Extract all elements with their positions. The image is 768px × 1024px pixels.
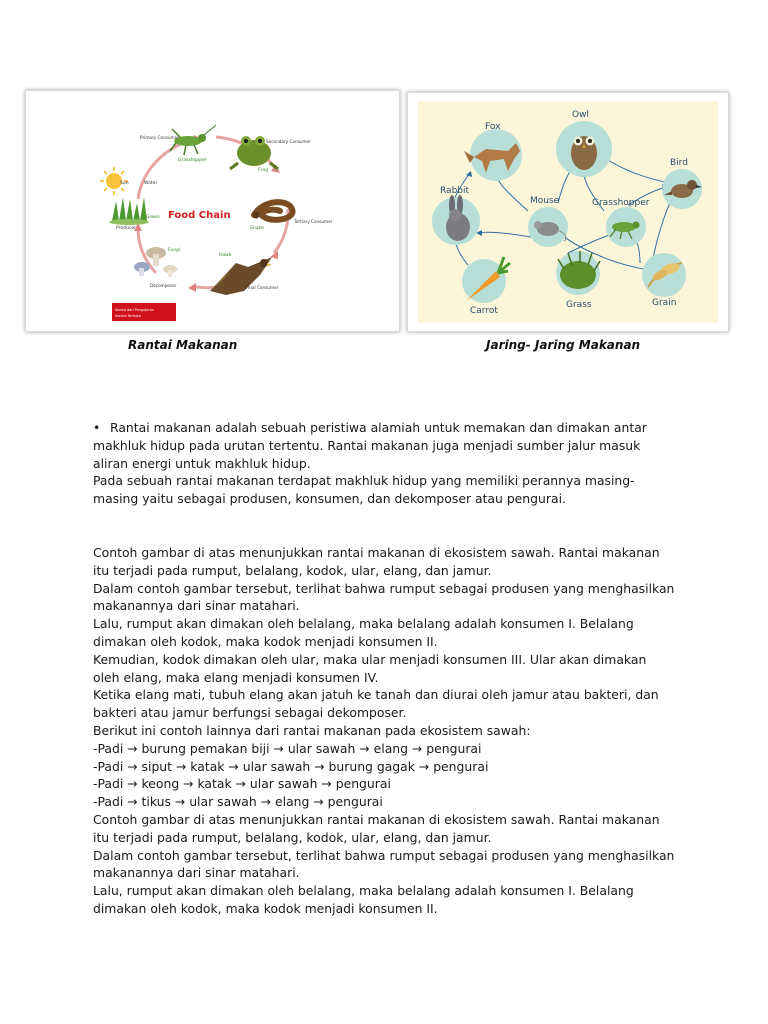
banner-line-1: Komisi dari Pengajaran [115,308,154,312]
bullet-point: • [93,420,101,435]
sun-label: Sun [120,181,129,186]
snake-label: Snake [250,226,264,231]
water-label: Water [144,181,158,186]
owl-icon [571,136,597,170]
frog-label: Frog [258,168,269,173]
example-line: dimakan oleh kodok, maka kodok menjadi konsumen II. [93,900,438,916]
publisher-banner [112,303,176,321]
green-label: Green [146,215,160,220]
example-line: Kemudian, kodok dimakan oleh ular, maka ular menjadi konsumen III. Ular akan dimakan [93,651,647,667]
example-line: makanannya dari sinar matahari. [93,865,300,881]
producer-label: Producer [116,226,136,231]
tertiary-consumer-label: Tertiary Consumer [294,219,333,224]
example-line: Berikut ini contoh lainnya dari rantai makanan pada ekosistem sawah: [93,722,531,738]
example-line: Contoh gambar di atas menunjukkan rantai makanan di ekosistem sawah. Rantai makanan [93,811,660,827]
example-line: makanannya dari sinar matahari. [93,598,300,614]
example-line: bakteri atau jamur berfungsi sebagai dekomposer. [93,705,407,721]
intro-line: Pada sebuah rantai makanan terdapat makhluk hidup yang memiliki perannya masing- [93,473,635,489]
example-line: -Padi → siput → katak → ular sawah → burung gagak → pengurai [93,758,489,774]
food-web-figure [407,92,729,332]
fungi-label: Fungi [168,248,181,253]
final-consumer-label: Final Consumer [246,285,279,290]
fox-label: Fox [485,122,501,132]
intro-line: aliran energi untuk makhluk hidup. [93,455,311,471]
example-line: Dalam contoh gambar tersebut, terlihat bahwa rumput sebagai produsen yang menghasilkan [93,580,675,596]
example-line: Contoh gambar di atas menunjukkan rantai makanan di ekosistem sawah. Rantai makanan [93,545,660,560]
intro-line: • Rantai makanan adalah sebuah peristiwa alamiah untuk memakan dan dimakan antar [93,420,647,435]
intro-line: makhluk hidup pada urutan tertentu. Rantai makanan juga menjadi sumber jalur masuk [93,437,641,453]
food-chain-title: Food Chain [168,210,231,221]
example-line: Lalu, rumput akan dimakan oleh belalang, maka belalang adalah konsumen I. Belalang [93,616,634,632]
example-line: -Padi → burung pemakan biji → ular sawah → elang → pengurai [93,740,482,756]
rabbit-label: Rabbit [440,186,470,196]
food-chain-figure [25,90,400,332]
example-line: Lalu, rumput akan dimakan oleh belalang, maka belalang adalah konsumen I. Belalang [93,883,634,899]
food-web-illustration [408,93,728,331]
example-line: oleh elang, maka elang menjadi konsumen IV. [93,669,379,685]
caption-food-chain: Rantai Makanan [128,338,238,352]
example-line: -Padi → keong → katak → ular sawah → pengurai [93,776,391,792]
caption-food-web: Jaring- Jaring Makanan [486,338,641,352]
intro-line: masing yaitu sebagai produsen, konsumen, dan dekomposer atau pengurai. [93,491,566,507]
example-line: itu terjadi pada rumput, belalang, kodok, ular, elang, dan jamur. [93,562,492,578]
bird-label: Bird [670,158,688,168]
primary-consumer-label: Primary Consumer [140,135,179,140]
intro-paragraph [93,419,693,508]
example-line: itu terjadi pada rumput, belalang, kodok, ular, elang, dan jamur. [93,829,492,845]
decomposer-label: Decomposer [150,283,177,288]
food-chain-illustration [26,91,399,331]
grain-label: Grain [652,298,677,308]
example-line: dimakan oleh kodok, maka kodok menjadi konsumen II. [93,633,438,649]
grass-label: Grass [566,300,592,310]
carrot-label: Carrot [470,306,498,316]
hawk-label: Hawk [219,253,232,258]
web-grasshopper-label: Grasshopper [592,198,650,208]
mouse-label: Mouse [530,196,560,206]
owl-label: Owl [572,110,589,120]
example-line: -Padi → tikus → ular sawah → elang → pengurai [93,794,383,810]
examples-paragraph [93,544,693,918]
grasshopper-label: Grasshopper [178,158,207,163]
secondary-consumer-label: Secondary Consumer [266,139,311,144]
example-line: Ketika elang mati, tubuh elang akan jatuh ke tanah dan diurai oleh jamur atau bakteri, dan [93,687,659,703]
banner-line-2: Inovita Terbuka [115,314,141,318]
example-line: Dalam contoh gambar tersebut, terlihat bahwa rumput sebagai produsen yang menghasilkan [93,847,675,863]
